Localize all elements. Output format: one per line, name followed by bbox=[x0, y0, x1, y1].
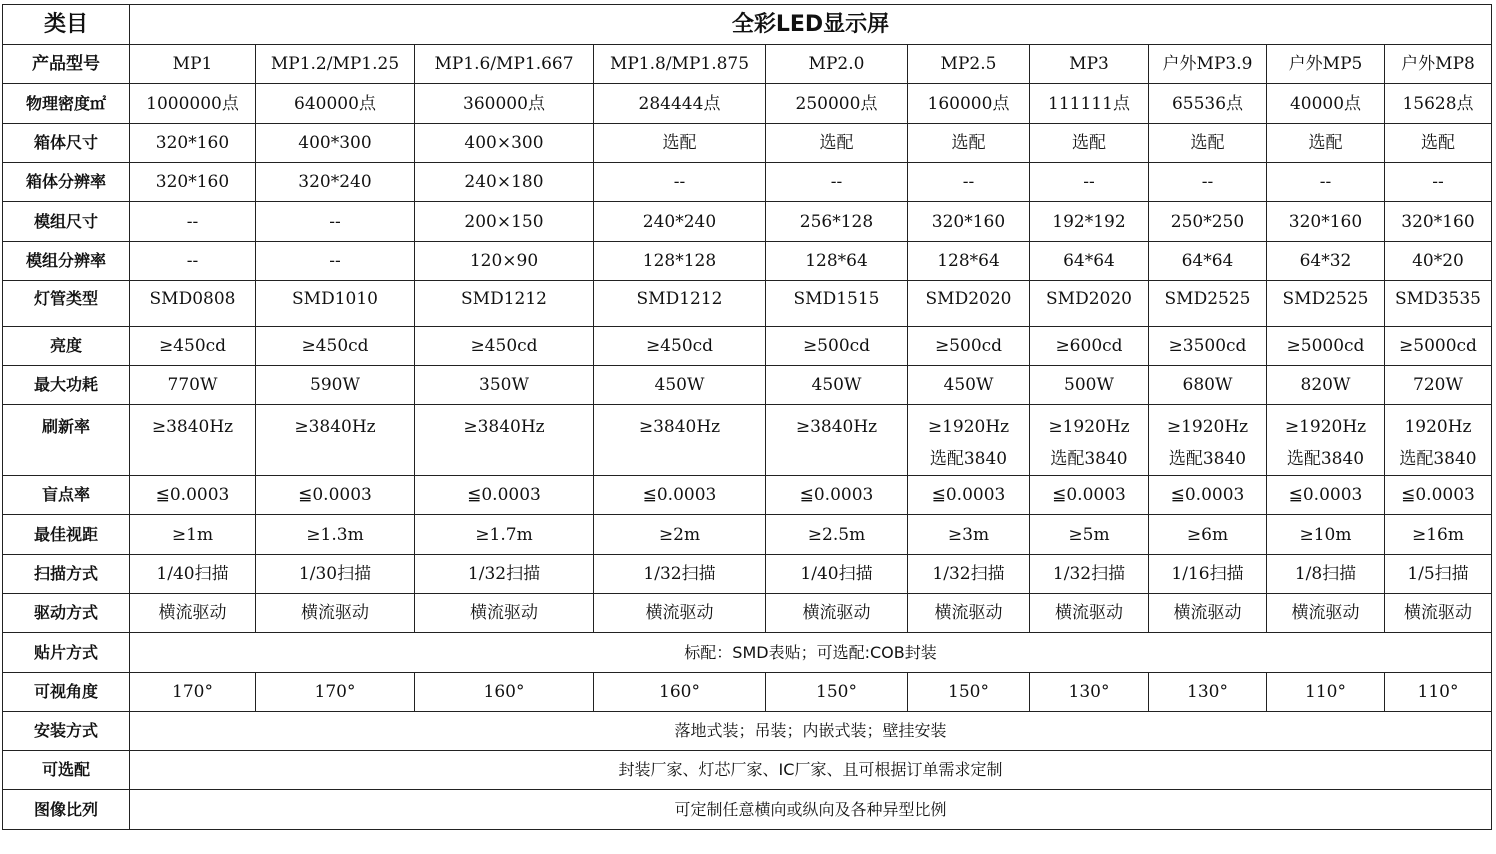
dead-pixel-rate-cell: ≦0.0003 bbox=[1267, 476, 1385, 515]
refresh-rate-cell bbox=[766, 405, 908, 476]
row-label: 模组尺寸 bbox=[3, 202, 130, 242]
module-size-row bbox=[3, 202, 1492, 242]
module-size-cell: 320*160 bbox=[1267, 202, 1385, 242]
row-label: 图像比列 bbox=[3, 790, 130, 830]
dead-pixel-rate-cell: ≦0.0003 bbox=[766, 476, 908, 515]
refresh-rate-option bbox=[595, 443, 764, 475]
refresh-rate-option bbox=[257, 443, 413, 475]
max-power-cell: 450W bbox=[908, 366, 1030, 405]
row-label: 贴片方式 bbox=[3, 633, 130, 673]
cabinet-size-cell: 选配 bbox=[1267, 124, 1385, 163]
viewing-angle-cell: 110° bbox=[1267, 673, 1385, 712]
viewing-angle-cell: 170° bbox=[256, 673, 415, 712]
refresh-rate-value: ≥1920Hz bbox=[1284, 417, 1367, 437]
led-type-cell: SMD0808 bbox=[130, 281, 256, 327]
row-label: 刷新率 bbox=[3, 405, 130, 476]
drive-mode-cell: 横流驱动 bbox=[1385, 594, 1492, 633]
refresh-rate-value: 1920Hz bbox=[1404, 417, 1472, 437]
category-header: 类目 bbox=[3, 5, 130, 45]
viewing-angle-cell: 160° bbox=[594, 673, 766, 712]
refresh-rate-option bbox=[131, 443, 254, 475]
module-resolution-cell: 128*64 bbox=[766, 242, 908, 281]
module-resolution-cell: 128*128 bbox=[594, 242, 766, 281]
drive-mode-cell: 横流驱动 bbox=[594, 594, 766, 633]
drive-mode-row bbox=[3, 594, 1492, 633]
cabinet-resolution-cell: -- bbox=[1267, 163, 1385, 202]
model-cell: 户外MP3.9 bbox=[1149, 45, 1267, 84]
install-method-row bbox=[3, 712, 1492, 751]
viewing-distance-cell: ≥2.5m bbox=[766, 515, 908, 555]
cabinet-resolution-cell: -- bbox=[594, 163, 766, 202]
model-cell: MP1 bbox=[130, 45, 256, 84]
row-label: 灯管类型 bbox=[3, 281, 130, 327]
row-label: 安装方式 bbox=[3, 712, 130, 751]
refresh-rate-option: 选配3840 bbox=[1050, 449, 1128, 469]
refresh-rate-option: 选配3840 bbox=[1168, 449, 1247, 469]
refresh-rate-option bbox=[767, 443, 906, 475]
scan-mode-cell: 1/32扫描 bbox=[1030, 555, 1149, 594]
module-resolution-cell: 128*64 bbox=[908, 242, 1030, 281]
led-type-cell: SMD2020 bbox=[1030, 281, 1149, 327]
module-resolution-cell: 64*64 bbox=[1030, 242, 1149, 281]
viewing-distance-cell: ≥10m bbox=[1267, 515, 1385, 555]
led-type-cell: SMD3535 bbox=[1385, 281, 1492, 327]
viewing-distance-row bbox=[3, 515, 1492, 555]
led-type-cell: SMD2525 bbox=[1149, 281, 1267, 327]
dead-pixel-rate-cell: ≦0.0003 bbox=[594, 476, 766, 515]
module-size-cell: -- bbox=[130, 202, 256, 242]
cabinet-resolution-cell: 320*240 bbox=[256, 163, 415, 202]
refresh-rate-cell bbox=[130, 405, 256, 476]
led-type-cell: SMD2525 bbox=[1267, 281, 1385, 327]
scan-mode-cell: 1/32扫描 bbox=[415, 555, 594, 594]
max-power-cell: 590W bbox=[256, 366, 415, 405]
density-cell: 65536点 bbox=[1149, 84, 1267, 124]
dead-pixel-rate-cell: ≦0.0003 bbox=[256, 476, 415, 515]
refresh-rate-value: ≥3840Hz bbox=[463, 417, 545, 437]
module-size-cell: 250*250 bbox=[1149, 202, 1267, 242]
header-row bbox=[3, 5, 1492, 45]
row-label: 产品型号 bbox=[3, 45, 130, 84]
dead-pixel-rate-cell: ≦0.0003 bbox=[415, 476, 594, 515]
refresh-rate-cell bbox=[1385, 405, 1492, 476]
brightness-row bbox=[3, 327, 1492, 366]
module-resolution-cell: 64*32 bbox=[1267, 242, 1385, 281]
options-row bbox=[3, 751, 1492, 790]
mount-type-row bbox=[3, 633, 1492, 673]
model-row bbox=[3, 45, 1492, 84]
cabinet-size-cell: 400*300 bbox=[256, 124, 415, 163]
cabinet-resolution-cell: 320*160 bbox=[130, 163, 256, 202]
refresh-rate-cell bbox=[1267, 405, 1385, 476]
drive-mode-cell: 横流驱动 bbox=[130, 594, 256, 633]
viewing-angle-cell: 150° bbox=[908, 673, 1030, 712]
viewing-angle-cell: 110° bbox=[1385, 673, 1492, 712]
refresh-rate-value: ≥3840Hz bbox=[795, 417, 878, 437]
module-resolution-cell: -- bbox=[130, 242, 256, 281]
brightness-cell: ≥5000cd bbox=[1267, 327, 1385, 366]
led-type-row bbox=[3, 281, 1492, 327]
viewing-angle-cell: 170° bbox=[130, 673, 256, 712]
row-label: 可选配 bbox=[3, 751, 130, 790]
cabinet-size-cell: 选配 bbox=[1385, 124, 1492, 163]
dead-pixel-rate-row bbox=[3, 476, 1492, 515]
cabinet-resolution-cell: -- bbox=[1149, 163, 1267, 202]
cabinet-resolution-cell: 240×180 bbox=[415, 163, 594, 202]
brightness-cell: ≥600cd bbox=[1030, 327, 1149, 366]
dead-pixel-rate-cell: ≦0.0003 bbox=[1030, 476, 1149, 515]
refresh-rate-cell bbox=[1149, 405, 1267, 476]
brightness-cell: ≥450cd bbox=[594, 327, 766, 366]
scan-mode-cell: 1/40扫描 bbox=[766, 555, 908, 594]
refresh-rate-option: 选配3840 bbox=[1286, 449, 1365, 469]
module-size-cell: 256*128 bbox=[766, 202, 908, 242]
viewing-distance-cell: ≥1.3m bbox=[256, 515, 415, 555]
max-power-cell: 450W bbox=[594, 366, 766, 405]
aspect-ratio-value: 可定制任意横向或纵向及各种异型比例 bbox=[130, 790, 1492, 830]
dead-pixel-rate-cell: ≦0.0003 bbox=[1149, 476, 1267, 515]
viewing-distance-cell: ≥5m bbox=[1030, 515, 1149, 555]
model-cell: 户外MP8 bbox=[1385, 45, 1492, 84]
cabinet-resolution-cell: -- bbox=[1030, 163, 1149, 202]
density-cell: 40000点 bbox=[1267, 84, 1385, 124]
brightness-cell: ≥450cd bbox=[415, 327, 594, 366]
module-resolution-cell: 40*20 bbox=[1385, 242, 1492, 281]
led-type-cell: SMD1212 bbox=[415, 281, 594, 327]
density-cell: 160000点 bbox=[908, 84, 1030, 124]
scan-mode-cell: 1/16扫描 bbox=[1149, 555, 1267, 594]
refresh-rate-cell bbox=[1030, 405, 1149, 476]
refresh-rate-option: 选配3840 bbox=[929, 449, 1008, 469]
refresh-rate-value: ≥3840Hz bbox=[638, 417, 721, 437]
density-cell: 250000点 bbox=[766, 84, 908, 124]
module-resolution-row bbox=[3, 242, 1492, 281]
max-power-cell: 680W bbox=[1149, 366, 1267, 405]
density-cell: 15628点 bbox=[1385, 84, 1492, 124]
viewing-angle-cell: 130° bbox=[1030, 673, 1149, 712]
module-size-cell: 320*160 bbox=[1385, 202, 1492, 242]
max-power-cell: 450W bbox=[766, 366, 908, 405]
refresh-rate-cell bbox=[908, 405, 1030, 476]
row-label: 亮度 bbox=[3, 327, 130, 366]
density-cell: 111111点 bbox=[1030, 84, 1149, 124]
drive-mode-cell: 横流驱动 bbox=[766, 594, 908, 633]
row-label: 盲点率 bbox=[3, 476, 130, 515]
cabinet-size-cell: 320*160 bbox=[130, 124, 256, 163]
density-cell: 640000点 bbox=[256, 84, 415, 124]
drive-mode-cell: 横流驱动 bbox=[908, 594, 1030, 633]
install-method-value: 落地式装；吊装；内嵌式装；壁挂安装 bbox=[130, 712, 1492, 751]
viewing-distance-cell: ≥6m bbox=[1149, 515, 1267, 555]
row-label: 模组分辨率 bbox=[3, 242, 130, 281]
dead-pixel-rate-cell: ≦0.0003 bbox=[1385, 476, 1492, 515]
module-resolution-cell: 64*64 bbox=[1149, 242, 1267, 281]
density-cell: 1000000点 bbox=[130, 84, 256, 124]
density-cell: 360000点 bbox=[415, 84, 594, 124]
module-size-cell: 240*240 bbox=[594, 202, 766, 242]
mount-type-value: 标配：SMD表贴；可选配:COB封装 bbox=[130, 633, 1492, 673]
scan-mode-cell: 1/32扫描 bbox=[908, 555, 1030, 594]
brightness-cell: ≥500cd bbox=[908, 327, 1030, 366]
scan-mode-cell: 1/8扫描 bbox=[1267, 555, 1385, 594]
max-power-cell: 500W bbox=[1030, 366, 1149, 405]
module-size-cell: 320*160 bbox=[908, 202, 1030, 242]
viewing-distance-cell: ≥1.7m bbox=[415, 515, 594, 555]
dead-pixel-rate-cell: ≦0.0003 bbox=[908, 476, 1030, 515]
module-size-cell: 192*192 bbox=[1030, 202, 1149, 242]
brightness-cell: ≥500cd bbox=[766, 327, 908, 366]
scan-mode-cell: 1/30扫描 bbox=[256, 555, 415, 594]
drive-mode-cell: 横流驱动 bbox=[256, 594, 415, 633]
row-label: 最大功耗 bbox=[3, 366, 130, 405]
cabinet-size-cell: 选配 bbox=[766, 124, 908, 163]
refresh-rate-option bbox=[416, 443, 592, 475]
drive-mode-cell: 横流驱动 bbox=[1267, 594, 1385, 633]
cabinet-size-row bbox=[3, 124, 1492, 163]
viewing-angle-cell: 130° bbox=[1149, 673, 1267, 712]
cabinet-resolution-cell: -- bbox=[908, 163, 1030, 202]
led-type-cell: SMD1010 bbox=[256, 281, 415, 327]
led-type-cell: SMD1212 bbox=[594, 281, 766, 327]
refresh-rate-row bbox=[3, 405, 1492, 476]
max-power-cell: 770W bbox=[130, 366, 256, 405]
refresh-rate-cell bbox=[594, 405, 766, 476]
max-power-cell: 820W bbox=[1267, 366, 1385, 405]
viewing-distance-cell: ≥2m bbox=[594, 515, 766, 555]
table-title: 全彩LED显示屏 bbox=[130, 5, 1492, 45]
brightness-cell: ≥5000cd bbox=[1385, 327, 1492, 366]
density-cell: 284444点 bbox=[594, 84, 766, 124]
module-size-cell: -- bbox=[256, 202, 415, 242]
led-spec-table bbox=[2, 4, 1492, 830]
row-label: 最佳视距 bbox=[3, 515, 130, 555]
scan-mode-cell: 1/40扫描 bbox=[130, 555, 256, 594]
row-label: 箱体尺寸 bbox=[3, 124, 130, 163]
viewing-angle-cell: 150° bbox=[766, 673, 908, 712]
brightness-cell: ≥450cd bbox=[256, 327, 415, 366]
model-cell: MP1.8/MP1.875 bbox=[594, 45, 766, 84]
model-cell: MP3 bbox=[1030, 45, 1149, 84]
row-label: 箱体分辨率 bbox=[3, 163, 130, 202]
model-cell: MP1.6/MP1.667 bbox=[415, 45, 594, 84]
refresh-rate-cell bbox=[415, 405, 594, 476]
cabinet-size-cell: 选配 bbox=[1149, 124, 1267, 163]
density-row bbox=[3, 84, 1492, 124]
model-cell: MP2.5 bbox=[908, 45, 1030, 84]
module-size-cell: 200×150 bbox=[415, 202, 594, 242]
viewing-distance-cell: ≥1m bbox=[130, 515, 256, 555]
aspect-ratio-row bbox=[3, 790, 1492, 830]
row-label: 物理密度㎡ bbox=[3, 84, 130, 124]
cabinet-resolution-cell: -- bbox=[1385, 163, 1492, 202]
drive-mode-cell: 横流驱动 bbox=[415, 594, 594, 633]
brightness-cell: ≥450cd bbox=[130, 327, 256, 366]
refresh-rate-option: 选配3840 bbox=[1399, 449, 1477, 469]
options-value: 封装厂家、灯芯厂家、IC厂家、且可根据订单需求定制 bbox=[130, 751, 1492, 790]
led-type-cell: SMD2020 bbox=[908, 281, 1030, 327]
module-resolution-cell: 120×90 bbox=[415, 242, 594, 281]
dead-pixel-rate-cell: ≦0.0003 bbox=[130, 476, 256, 515]
max-power-cell: 720W bbox=[1385, 366, 1492, 405]
scan-mode-cell: 1/32扫描 bbox=[594, 555, 766, 594]
viewing-distance-cell: ≥16m bbox=[1385, 515, 1492, 555]
row-label: 可视角度 bbox=[3, 673, 130, 712]
refresh-rate-value: ≥3840Hz bbox=[294, 417, 376, 437]
cabinet-resolution-row bbox=[3, 163, 1492, 202]
cabinet-size-cell: 选配 bbox=[908, 124, 1030, 163]
viewing-angle-row bbox=[3, 673, 1492, 712]
drive-mode-cell: 横流驱动 bbox=[1030, 594, 1149, 633]
cabinet-size-cell: 选配 bbox=[594, 124, 766, 163]
viewing-distance-cell: ≥3m bbox=[908, 515, 1030, 555]
model-cell: MP1.2/MP1.25 bbox=[256, 45, 415, 84]
row-label: 扫描方式 bbox=[3, 555, 130, 594]
row-label: 驱动方式 bbox=[3, 594, 130, 633]
scan-mode-cell: 1/5扫描 bbox=[1385, 555, 1492, 594]
refresh-rate-value: ≥1920Hz bbox=[927, 417, 1010, 437]
scan-mode-row bbox=[3, 555, 1492, 594]
refresh-rate-value: ≥3840Hz bbox=[151, 417, 234, 437]
cabinet-size-cell: 400×300 bbox=[415, 124, 594, 163]
cabinet-resolution-cell: -- bbox=[766, 163, 908, 202]
refresh-rate-value: ≥1920Hz bbox=[1048, 417, 1130, 437]
module-resolution-cell: -- bbox=[256, 242, 415, 281]
refresh-rate-cell bbox=[256, 405, 415, 476]
refresh-rate-value: ≥1920Hz bbox=[1166, 417, 1249, 437]
max-power-row bbox=[3, 366, 1492, 405]
model-cell: 户外MP5 bbox=[1267, 45, 1385, 84]
max-power-cell: 350W bbox=[415, 366, 594, 405]
cabinet-size-cell: 选配 bbox=[1030, 124, 1149, 163]
drive-mode-cell: 横流驱动 bbox=[1149, 594, 1267, 633]
model-cell: MP2.0 bbox=[766, 45, 908, 84]
led-type-cell: SMD1515 bbox=[766, 281, 908, 327]
viewing-angle-cell: 160° bbox=[415, 673, 594, 712]
brightness-cell: ≥3500cd bbox=[1149, 327, 1267, 366]
